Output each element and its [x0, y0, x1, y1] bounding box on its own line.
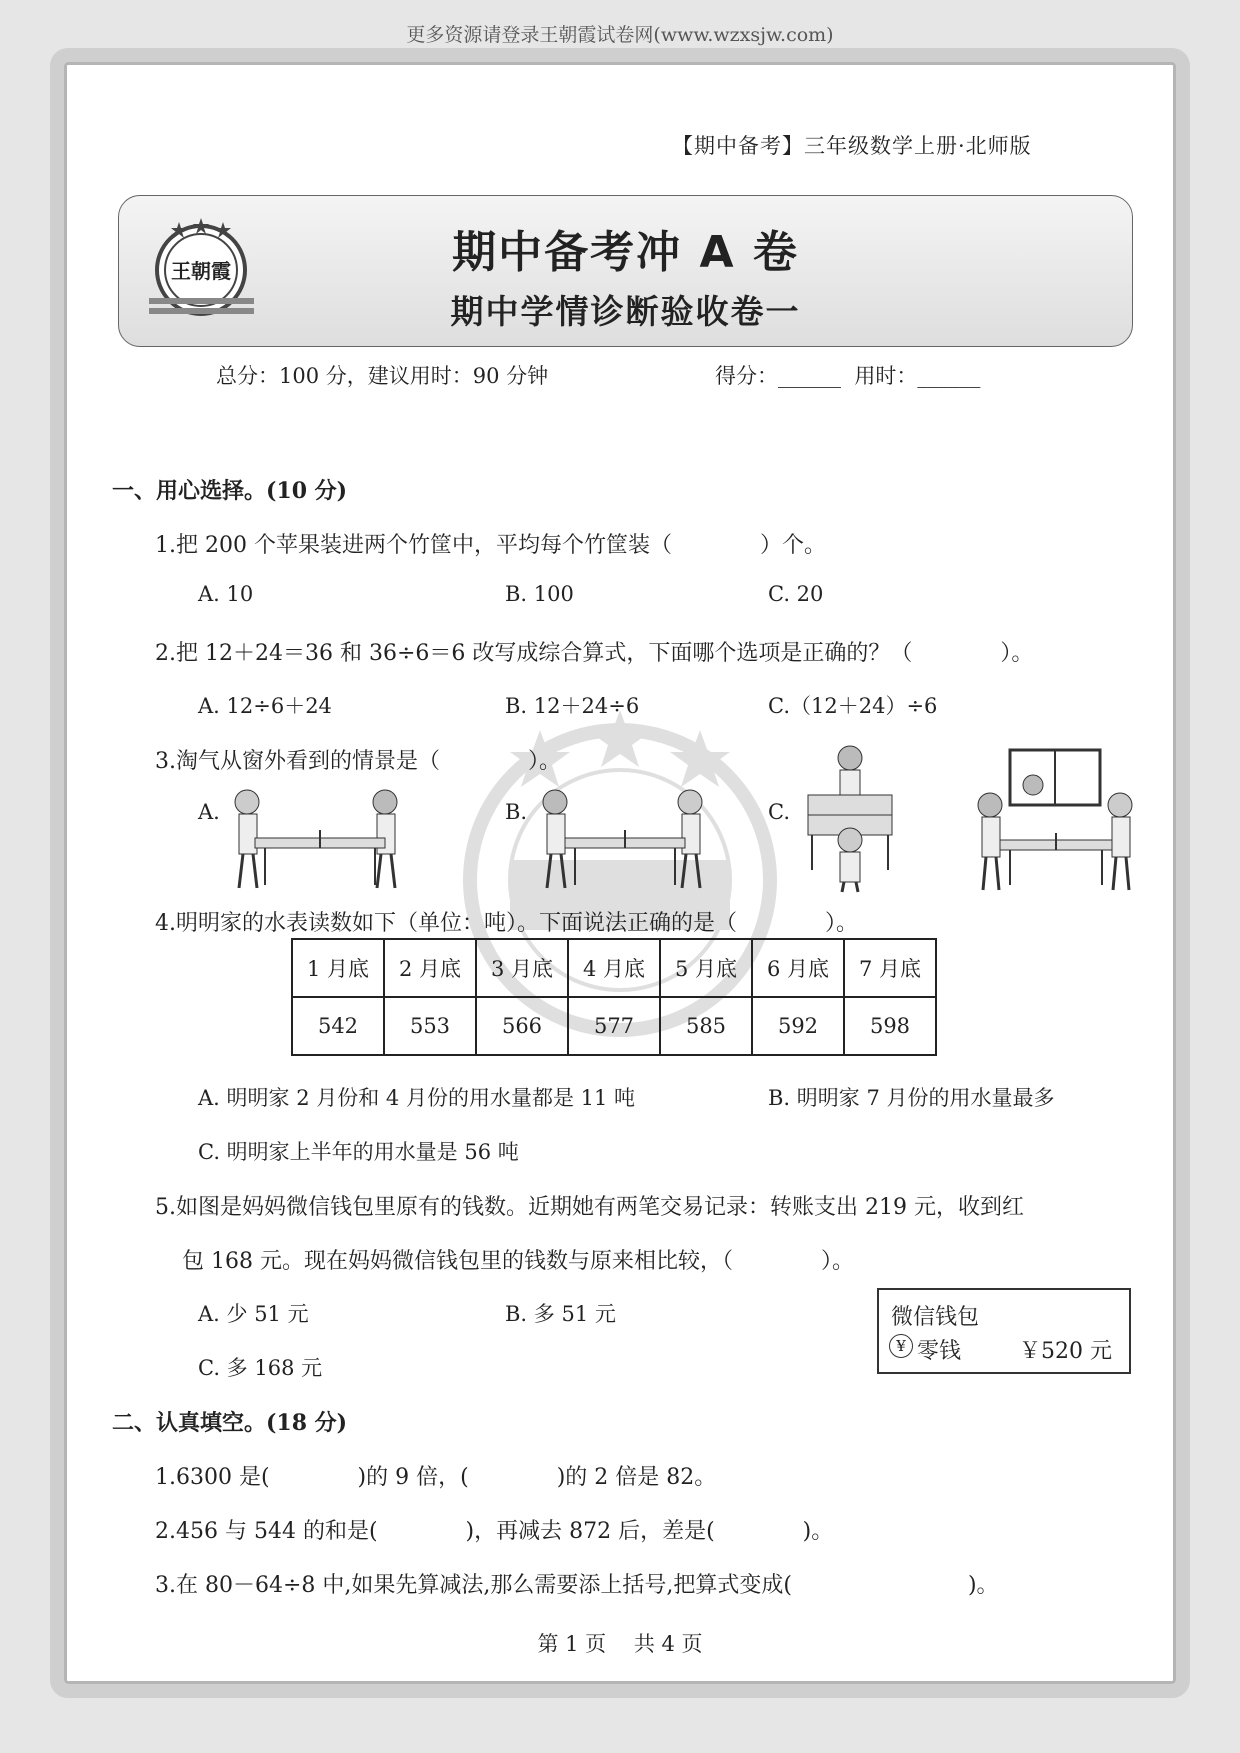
section-heading-fill: 二、认真填空。(18 分)	[112, 1410, 348, 1436]
yuan-coin-icon: ¥	[889, 1334, 913, 1358]
option-b: B.	[505, 800, 528, 824]
fill-question-1: 1.6300 是( )的 9 倍，( )的 2 倍是 82。	[155, 1465, 717, 1490]
table-header-cell: 5 月底	[660, 939, 752, 997]
table-cell: 592	[752, 997, 844, 1055]
option-c: C. 20	[768, 582, 824, 606]
table-header-cell: 2 月底	[384, 939, 476, 997]
fill-question-2: 2.456 与 544 的和是( )，再减去 872 后，差是( )。	[155, 1519, 834, 1544]
table-cell: 585	[660, 997, 752, 1055]
wallet-title: 微信钱包	[891, 1305, 980, 1330]
question-5-line-2: 包 168 元。现在妈妈微信钱包里的钱数与原来相比较，（ ）。	[182, 1249, 854, 1274]
window-view-image	[965, 745, 1140, 895]
option-b: B. 多 51 元	[505, 1302, 616, 1326]
table-header-row	[292, 939, 936, 997]
option-a: A. 少 51 元	[198, 1302, 309, 1326]
wallet-amount: ￥520 元	[1019, 1339, 1112, 1364]
score-fill-fields: 得分：______ 用时：______	[715, 364, 981, 388]
option-c: C. 多 168 元	[198, 1356, 323, 1380]
ping-pong-scene-c-image	[800, 740, 900, 895]
table-cell: 577	[568, 997, 660, 1055]
ping-pong-scene-a-image	[225, 780, 415, 895]
option-a: A.	[198, 800, 220, 824]
water-meter-table	[291, 938, 937, 1056]
question-2: 2.把 12＋24＝36 和 36÷6＝6 改写成综合算式，下面哪个选项是正确的？（ ）。	[155, 641, 1034, 666]
option-b: B. 12＋24÷6	[505, 694, 640, 718]
score-info: 总分：100 分，建议用时：90 分钟	[216, 364, 549, 388]
option-a: A. 12÷6＋24	[198, 694, 332, 718]
table-header-cell: 7 月底	[844, 939, 936, 997]
option-a: A. 10	[198, 582, 254, 606]
option-c: C.（12＋24）÷6	[768, 694, 938, 718]
table-cell: 566	[476, 997, 568, 1055]
edition-subtitle: 【期中备考】三年级数学上册·北师版	[672, 134, 1032, 158]
page-subtitle: 期中学情诊断验收卷一	[450, 292, 801, 331]
table-cell: 542	[292, 997, 384, 1055]
question-5: 5.如图是妈妈微信钱包里原有的钱数。近期她有两笔交易记录：转账支出 219 元，收到红	[155, 1195, 1024, 1220]
svg-text:王朝霞: 王朝霞	[171, 259, 231, 283]
option-b: B. 100	[505, 582, 574, 606]
table-header-cell: 6 月底	[752, 939, 844, 997]
table-row	[292, 997, 936, 1055]
option-b: B. 明明家 7 月份的用水量最多	[768, 1086, 1055, 1110]
option-c: C. 明明家上半年的用水量是 56 吨	[198, 1140, 519, 1164]
top-banner-text: 更多资源请登录王朝霞试卷网(www.wzxsjw.com)	[406, 24, 834, 46]
table-header-cell: 1 月底	[292, 939, 384, 997]
title-banner	[118, 195, 1133, 347]
table-cell: 553	[384, 997, 476, 1055]
option-c: C.	[768, 800, 790, 824]
page-number: 第 1 页 共 4 页	[537, 1632, 703, 1656]
wechat-wallet-box	[877, 1288, 1131, 1374]
question-3: 3.淘气从窗外看到的情景是（ ）。	[155, 749, 561, 774]
section-heading-choice: 一、用心选择。(10 分)	[112, 478, 348, 504]
question-4: 4.明明家的水表读数如下（单位：吨）。下面说法正确的是（ ）。	[155, 911, 858, 936]
page-title: 期中备考冲 A 卷	[452, 227, 799, 278]
question-1: 1.把 200 个苹果装进两个竹筐中，平均每个竹筐装（ ）个。	[155, 533, 826, 558]
table-cell: 598	[844, 997, 936, 1055]
wallet-label: 零钱	[917, 1339, 962, 1364]
ping-pong-scene-b-image	[525, 780, 715, 895]
fill-question-3: 3.在 80－64÷8 中,如果先算减法,那么需要添上括号,把算式变成( )。	[155, 1573, 999, 1598]
table-header-cell: 3 月底	[476, 939, 568, 997]
table-header-cell: 4 月底	[568, 939, 660, 997]
option-a: A. 明明家 2 月份和 4 月份的用水量都是 11 吨	[198, 1086, 636, 1110]
